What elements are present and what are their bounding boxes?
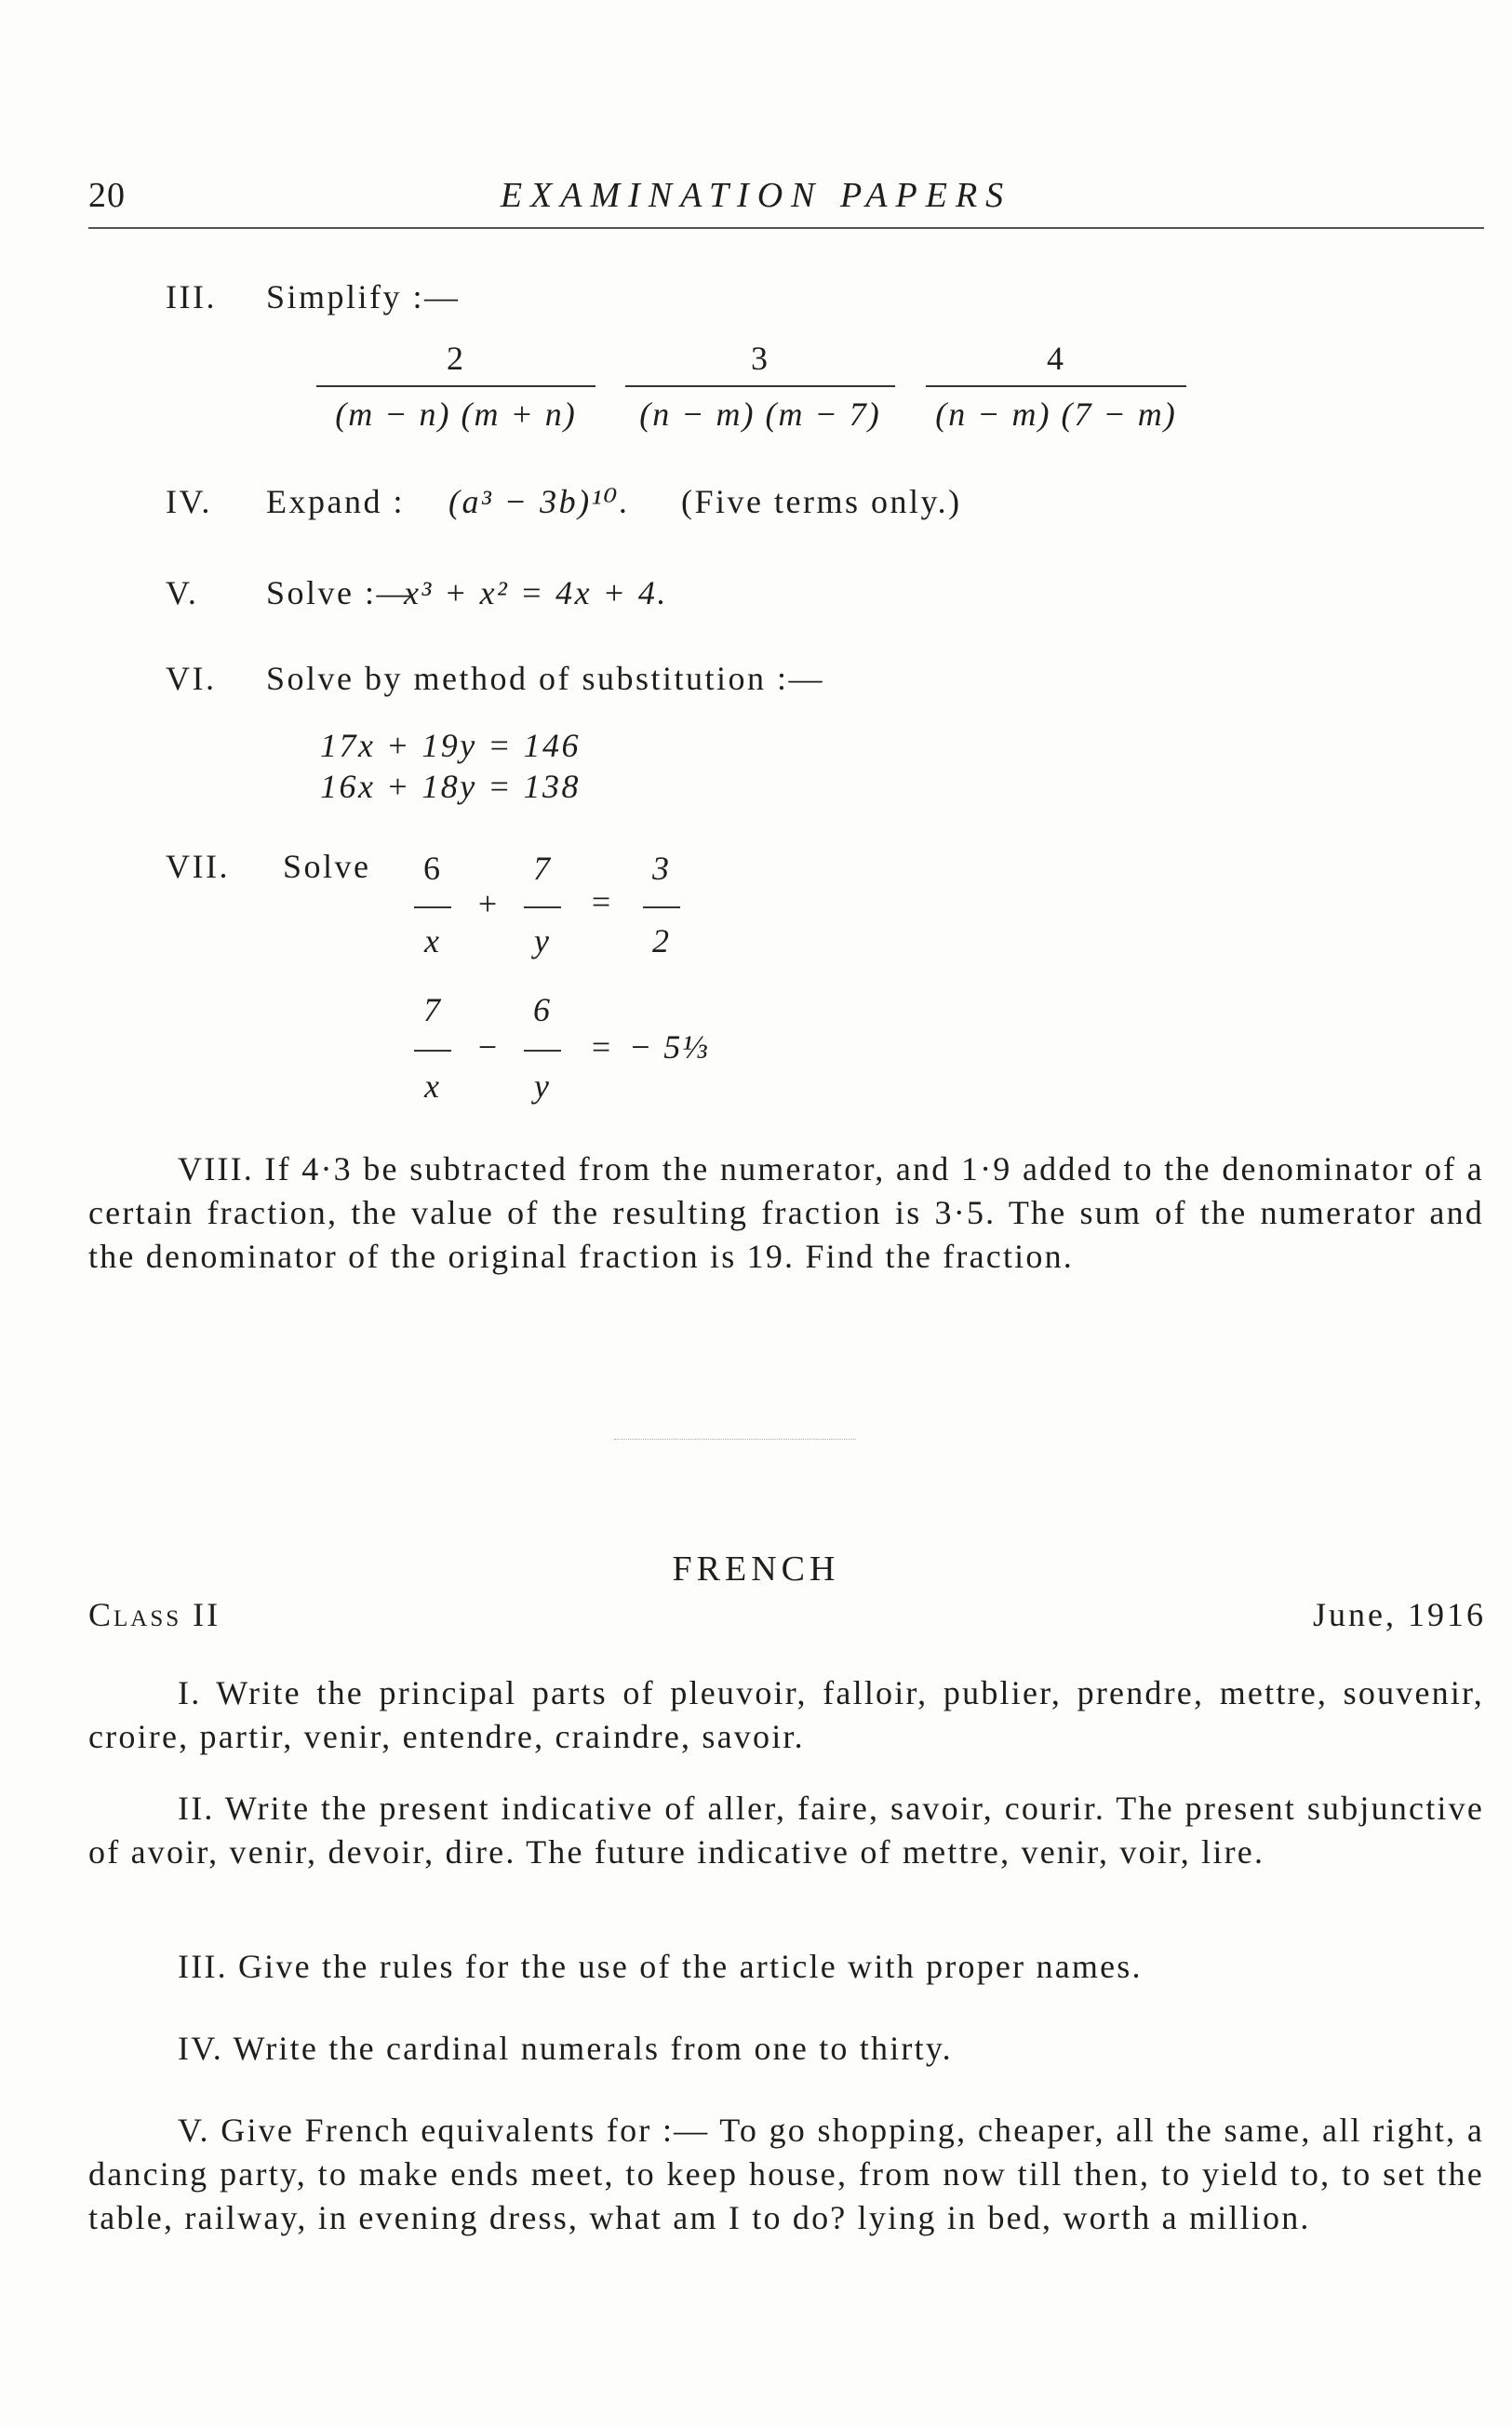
q3-frac1-numerator: 2 (447, 340, 465, 377)
q3-frac2-numerator: 3 (751, 340, 769, 377)
q7-eq2-result: − 5⅓ (629, 1028, 710, 1066)
q6-equation-1: 17x + 19y = 146 (320, 727, 582, 764)
q5-label: Solve :— (266, 574, 413, 611)
french-question-1: I. Write the principal parts of pleuvoir, falloir, publier, prendre, mettre, souvenir, croire, partir, venir, entendre, craindre, savoir. (88, 1674, 1484, 1755)
french-question-4: IV. Write the cardinal numerals from one to thirty. (178, 2030, 953, 2067)
class-label: Class II (88, 1596, 221, 1633)
q5-equation: x³ + x² = 4x + 4. (404, 574, 668, 611)
q7-eq1-b-numerator: 7 (533, 850, 552, 887)
q7-numeral: VII. (166, 848, 230, 885)
q3-frac1-bar (316, 385, 595, 387)
q4-expression: (a³ − 3b)¹⁰. (448, 483, 631, 520)
q7-eq2-equals: = (591, 1028, 613, 1066)
q3-frac2-denominator: (n − m) (m − 7) (639, 396, 881, 433)
q3-frac3-bar (926, 385, 1186, 387)
q7-eq1-a-bar (414, 906, 451, 908)
header-rule (88, 227, 1484, 229)
exam-date: June, 1916 (1313, 1596, 1486, 1633)
q8-paragraph: VIII. If 4·3 be subtracted from the numerator, and 1·9 added to the denominator of a certain fraction, the value of the resulting fraction is 3·5. The sum of the numerator and the denominator of the original fraction is 19. Find the fraction. (88, 1150, 1484, 1275)
q4-numeral: IV. (166, 483, 212, 520)
q7-eq1-r-numerator: 3 (652, 850, 671, 887)
q7-eq1-r-bar (643, 906, 680, 908)
q7-eq2-a-denominator: x (424, 1067, 441, 1105)
q7-eq2-a-numerator: 7 (423, 991, 442, 1028)
q7-eq2-a-bar (414, 1050, 451, 1052)
french-question-2: II. Write the present indicative of aller, faire, savoir, courir. The present subjunctive of avoir, venir, devoir, dire. The future indicative of mettre, venir, voir, lire. (88, 1790, 1484, 1871)
running-title: EXAMINATION PAPERS (500, 176, 1012, 215)
french-question-3: III. Give the rules for the use of the article with proper names. (178, 1948, 1143, 1985)
q3-frac3-numerator: 4 (1047, 340, 1065, 377)
q7-eq2-b-denominator: y (534, 1067, 551, 1105)
q3-instruction: Simplify :— (266, 278, 461, 315)
section-separator (614, 1439, 856, 1440)
q7-eq1-a-denominator: x (424, 922, 441, 959)
q5-numeral: V. (166, 574, 199, 611)
q7-eq1-operator: + (477, 885, 500, 922)
q4-note: (Five terms only.) (681, 483, 962, 520)
q3-numeral: III. (166, 278, 217, 315)
q7-eq2-operator: − (477, 1028, 500, 1066)
page-number: 20 (88, 176, 126, 215)
q3-frac3-denominator: (n − m) (7 − m) (935, 396, 1177, 433)
q6-equation-2: 16x + 18y = 138 (320, 768, 582, 805)
q7-eq2-b-bar (524, 1050, 561, 1052)
q7-eq1-r-denominator: 2 (652, 922, 671, 959)
q3-frac1-denominator: (m − n) (m + n) (335, 396, 577, 433)
q3-frac2-bar (625, 385, 895, 387)
q4-label: Expand : (266, 483, 405, 520)
q6-instruction: Solve by method of substitution :— (266, 660, 825, 697)
section-heading-french: FRENCH (672, 1549, 840, 1589)
q7-eq2-b-numerator: 6 (533, 991, 552, 1028)
q6-numeral: VI. (166, 660, 217, 697)
french-question-5: V. Give French equivalents for :— To go shopping, cheaper, all the same, all right, a dancing party, to make ends meet, to keep house, from now till then, to yield to, to set the table, railway, in evening dress, what am I to do? lying in bed, worth a million. (88, 2112, 1484, 2236)
q7-eq1-equals: = (591, 883, 613, 920)
q7-eq1-b-bar (524, 906, 561, 908)
q7-eq1-a-numerator: 6 (423, 850, 442, 887)
q7-eq1-b-denominator: y (534, 922, 551, 959)
q7-label: Solve (283, 848, 371, 885)
